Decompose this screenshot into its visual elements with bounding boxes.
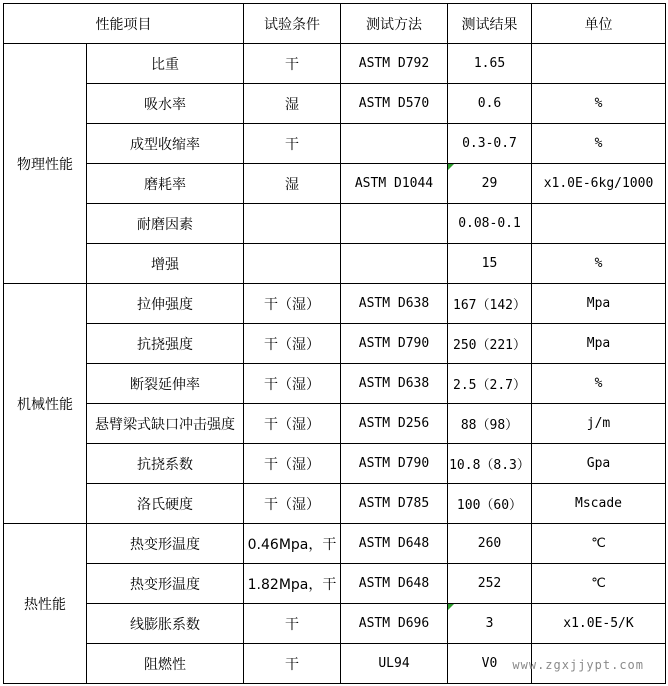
property-name: 成型收缩率 xyxy=(87,124,244,164)
table-row xyxy=(4,124,666,164)
unit: % xyxy=(532,84,666,124)
unit: ℃ xyxy=(532,564,666,604)
group-physical: 物理性能 xyxy=(4,44,87,284)
property-name: 比重 xyxy=(87,44,244,84)
unit: j/m xyxy=(532,404,666,444)
test-result: 0.08-0.1 xyxy=(448,204,532,244)
test-method: ASTM D638 xyxy=(341,364,448,404)
test-method: ASTM D648 xyxy=(341,524,448,564)
test-method xyxy=(341,244,448,284)
test-result: V0 xyxy=(448,644,532,684)
test-condition: 0.46Mpa，干 xyxy=(244,524,341,564)
unit xyxy=(532,44,666,84)
group-mechanical: 机械性能 xyxy=(4,284,87,524)
test-condition: 干 xyxy=(244,44,341,84)
unit: % xyxy=(532,364,666,404)
test-condition: 干（湿） xyxy=(244,404,341,444)
table-row xyxy=(4,284,666,324)
table-row xyxy=(4,404,666,444)
test-method: ASTM D256 xyxy=(341,404,448,444)
test-result: 250（221） xyxy=(448,324,532,364)
test-result: 10.8（8.3） xyxy=(448,444,532,484)
table-row xyxy=(4,484,666,524)
table-row xyxy=(4,44,666,84)
property-name: 洛氏硬度 xyxy=(87,484,244,524)
table-row xyxy=(4,244,666,284)
test-condition: 湿 xyxy=(244,84,341,124)
test-condition: 干（湿） xyxy=(244,284,341,324)
table-row xyxy=(4,444,666,484)
header-condition: 试验条件 xyxy=(244,4,341,44)
test-result: 1.65 xyxy=(448,44,532,84)
property-name: 拉伸强度 xyxy=(87,284,244,324)
table-row xyxy=(4,324,666,364)
property-name: 抗挠系数 xyxy=(87,444,244,484)
test-method: ASTM D570 xyxy=(341,84,448,124)
test-method: ASTM D1044 xyxy=(341,164,448,204)
test-result: 15 xyxy=(448,244,532,284)
property-name: 耐磨因素 xyxy=(87,204,244,244)
test-result: 260 xyxy=(448,524,532,564)
test-method: ASTM D790 xyxy=(341,324,448,364)
test-condition xyxy=(244,204,341,244)
table-row xyxy=(4,84,666,124)
property-name: 阻燃性 xyxy=(87,644,244,684)
table-row xyxy=(4,164,666,204)
test-method: ASTM D792 xyxy=(341,44,448,84)
unit: Mscade xyxy=(532,484,666,524)
group-thermal: 热性能 xyxy=(4,524,87,684)
property-name: 抗挠强度 xyxy=(87,324,244,364)
test-result: 100（60） xyxy=(448,484,532,524)
unit: Gpa xyxy=(532,444,666,484)
test-condition: 干 xyxy=(244,124,341,164)
property-name: 悬臂梁式缺口冲击强度 xyxy=(87,404,244,444)
unit: Mpa xyxy=(532,324,666,364)
watermark: www.zgxjjypt.com xyxy=(512,658,644,672)
test-method xyxy=(341,124,448,164)
header-property: 性能项目 xyxy=(4,4,244,44)
property-name: 磨耗率 xyxy=(87,164,244,204)
test-method: ASTM D785 xyxy=(341,484,448,524)
test-method: ASTM D790 xyxy=(341,444,448,484)
test-result: 0.3-0.7 xyxy=(448,124,532,164)
test-condition: 干（湿） xyxy=(244,444,341,484)
table-row xyxy=(4,524,666,564)
header-unit: 单位 xyxy=(532,4,666,44)
test-result: 88（98） xyxy=(448,404,532,444)
test-condition: 干（湿） xyxy=(244,364,341,404)
table-row xyxy=(4,364,666,404)
table-row xyxy=(4,204,666,244)
test-result: 167（142） xyxy=(448,284,532,324)
unit: Mpa xyxy=(532,284,666,324)
property-name: 断裂延伸率 xyxy=(87,364,244,404)
test-method: ASTM D648 xyxy=(341,564,448,604)
property-name: 增强 xyxy=(87,244,244,284)
test-result: 3 xyxy=(448,604,532,644)
test-condition: 干 xyxy=(244,644,341,684)
test-method: ASTM D696 xyxy=(341,604,448,644)
header-result: 测试结果 xyxy=(448,4,532,44)
test-method xyxy=(341,204,448,244)
unit: % xyxy=(532,124,666,164)
test-condition: 湿 xyxy=(244,164,341,204)
test-method: UL94 xyxy=(341,644,448,684)
test-condition: 干 xyxy=(244,604,341,644)
test-condition: 干（湿） xyxy=(244,324,341,364)
unit xyxy=(532,204,666,244)
test-result: 2.5（2.7） xyxy=(448,364,532,404)
header-row xyxy=(4,4,666,44)
test-condition: 干（湿） xyxy=(244,484,341,524)
property-name: 吸水率 xyxy=(87,84,244,124)
unit: % xyxy=(532,244,666,284)
test-condition xyxy=(244,244,341,284)
properties-table xyxy=(3,3,666,684)
test-result: 29 xyxy=(448,164,532,204)
property-name: 线膨胀系数 xyxy=(87,604,244,644)
test-method: ASTM D638 xyxy=(341,284,448,324)
test-result: 0.6 xyxy=(448,84,532,124)
test-result: 252 xyxy=(448,564,532,604)
test-condition: 1.82Mpa，干 xyxy=(244,564,341,604)
table-row xyxy=(4,564,666,604)
table-row xyxy=(4,604,666,644)
unit: ℃ xyxy=(532,524,666,564)
unit: x1.0E-5/K xyxy=(532,604,666,644)
property-name: 热变形温度 xyxy=(87,524,244,564)
property-name: 热变形温度 xyxy=(87,564,244,604)
unit: x1.0E-6kg/1000 xyxy=(532,164,666,204)
header-method: 测试方法 xyxy=(341,4,448,44)
